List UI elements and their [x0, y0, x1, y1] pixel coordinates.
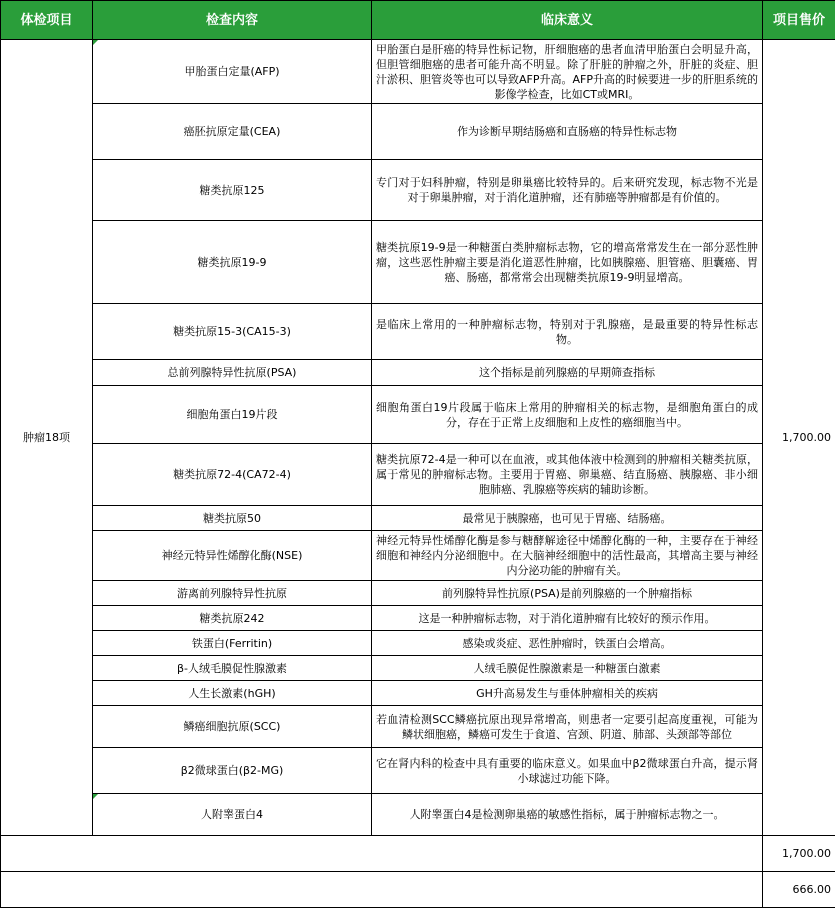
header-meaning: 临床意义: [372, 1, 763, 40]
header-price: 项目售价: [763, 1, 835, 40]
row-meaning: 最常见于胰腺癌，也可见于胃癌、结肠癌。: [372, 506, 763, 531]
table-row: [1, 104, 835, 160]
row-meaning: 它在肾内科的检查中具有重要的临床意义。如果血中β2微球蛋白升高，提示肾小球滤过功能下降。: [372, 748, 763, 794]
row-content: 糖类抗原72-4(CA72-4): [93, 444, 372, 506]
row-meaning: 这是一种肿瘤标志物，对于消化道肿瘤有比较好的预示作用。: [372, 606, 763, 631]
row-content: 铁蛋白(Ferritin): [93, 631, 372, 656]
row-content: 糖类抗原50: [93, 506, 372, 531]
subtotal-blank: [1, 836, 763, 872]
table-row: [1, 40, 835, 104]
table-row: [1, 386, 835, 444]
row-content: 鳞癌细胞抗原(SCC): [93, 706, 372, 748]
row-content: 总前列腺特异性抗原(PSA): [93, 360, 372, 386]
header-item: 体检项目: [1, 1, 93, 40]
row-content: β-人绒毛膜促性腺激素: [93, 656, 372, 681]
header-content: 检查内容: [93, 1, 372, 40]
subtotal-value: 1,700.00: [763, 836, 835, 872]
row-content: 糖类抗原242: [93, 606, 372, 631]
subtotal-row: [1, 836, 835, 872]
row-meaning: 人绒毛膜促性腺激素是一种糖蛋白激素: [372, 656, 763, 681]
row-meaning: 前列腺特异性抗原(PSA)是前列腺癌的一个肿瘤指标: [372, 581, 763, 606]
row-meaning: 糖类抗原72-4是一种可以在血液，或其他体液中检测到的肿瘤相关糖类抗原，属于常见的肿瘤标志物。主要用于胃癌、卵巢癌、结直肠癌、胰腺癌、非小细胞肺癌、乳腺癌等疾病的辅助诊断。: [372, 444, 763, 506]
table-row: [1, 656, 835, 681]
final-blank: [1, 872, 763, 908]
row-meaning: 糖类抗原19-9是一种糖蛋白类肿瘤标志物，它的增高常常发生在一部分恶性肿瘤，这些恶性肿瘤主要是消化道恶性肿瘤，比如胰腺癌、胆管癌、胆囊癌、胃癌、肠癌，都常常会出现糖类抗原19-9明显增高。: [372, 221, 763, 304]
table-row: [1, 631, 835, 656]
row-meaning: 专门对于妇科肿瘤，特别是卵巢癌比较特异的。后来研究发现，标志物不光是对于卵巢肿瘤，对于消化道肿瘤，还有肺癌等肿瘤都是有价值的。: [372, 160, 763, 221]
row-content: 甲胎蛋白定量(AFP): [93, 40, 372, 104]
table-row: [1, 748, 835, 794]
row-content: 糖类抗原19-9: [93, 221, 372, 304]
final-value: 666.00: [763, 872, 835, 908]
row-content: 癌胚抗原定量(CEA): [93, 104, 372, 160]
table-row: [1, 531, 835, 581]
row-content: 人生长激素(hGH): [93, 681, 372, 706]
table-row: [1, 581, 835, 606]
row-meaning: 细胞角蛋白19片段属于临床上常用的肿瘤相关的标志物，是细胞角蛋白的成分，存在于正常上皮细胞和上皮性的癌细胞当中。: [372, 386, 763, 444]
row-content: 糖类抗原125: [93, 160, 372, 221]
table-row: [1, 506, 835, 531]
row-meaning: 甲胎蛋白是肝癌的特异性标记物，肝细胞癌的患者血清甲胎蛋白会明显升高，但胆管细胞癌的患者可能升高不明显。除了肝脏的肿瘤之外，肝脏的炎症、胆汁淤积、胆管炎等也可以导致AFP升高。AFP升高的时候要进一步的肝胆系统的影像学检查，比如CT或MRI。: [372, 40, 763, 104]
row-content: β2微球蛋白(β2-MG): [93, 748, 372, 794]
row-content: 人附睾蛋白4: [93, 794, 372, 836]
table-row: [1, 160, 835, 221]
row-meaning: 若血清检测SCC鳞癌抗原出现异常增高，则患者一定要引起高度重视，可能为鳞状细胞癌，鳞癌可发生于食道、宫颈、阴道、肺部、头颈部等部位: [372, 706, 763, 748]
table-row: [1, 360, 835, 386]
table-row: [1, 794, 835, 836]
table-row: [1, 706, 835, 748]
table-row: [1, 444, 835, 506]
row-meaning: 这个指标是前列腺癌的早期筛查指标: [372, 360, 763, 386]
row-content: 细胞角蛋白19片段: [93, 386, 372, 444]
row-content: 神经元特异性烯醇化酶(NSE): [93, 531, 372, 581]
row-meaning: 神经元特异性烯醇化酶是参与糖酵解途径中烯醇化酶的一种，主要存在于神经细胞和神经内分泌细胞中。在大脑神经细胞中的活性最高，其增高主要与神经内分泌功能的肿瘤有关。: [372, 531, 763, 581]
table-row: [1, 304, 835, 360]
final-row: [1, 872, 835, 908]
row-meaning: 感染或炎症、恶性肿瘤时，铁蛋白会增高。: [372, 631, 763, 656]
row-meaning: GH升高易发生与垂体肿瘤相关的疾病: [372, 681, 763, 706]
table-row: [1, 606, 835, 631]
group-price: 1,700.00: [763, 40, 835, 836]
row-content: 游离前列腺特异性抗原: [93, 581, 372, 606]
table-row: [1, 221, 835, 304]
row-meaning: 作为诊断早期结肠癌和直肠癌的特异性标志物: [372, 104, 763, 160]
row-content: 糖类抗原15-3(CA15-3): [93, 304, 372, 360]
group-name: 肿瘤18项: [1, 40, 93, 836]
header-row: [1, 1, 835, 40]
table-row: [1, 681, 835, 706]
row-meaning: 是临床上常用的一种肿瘤标志物，特别对于乳腺癌，是最重要的特异性标志物。: [372, 304, 763, 360]
row-meaning: 人附睾蛋白4是检测卵巢癌的敏感性指标，属于肿瘤标志物之一。: [372, 794, 763, 836]
